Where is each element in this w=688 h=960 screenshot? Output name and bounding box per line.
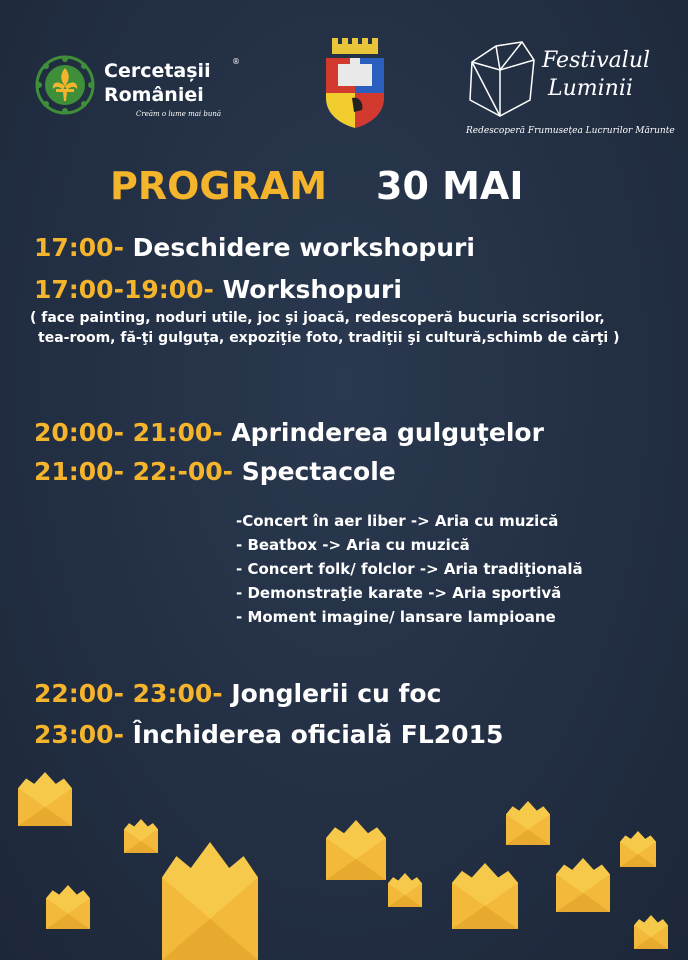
scouts-name-line1: Cercetașii xyxy=(104,60,211,82)
schedule-label: Workshopuri xyxy=(213,275,402,304)
lantern-outline-icon xyxy=(466,40,538,122)
schedule-label: Jonglerii cu foc xyxy=(222,679,442,708)
lantern-icon xyxy=(326,818,386,882)
show-item: - Concert folk/ folclor -> Aria tradiţională xyxy=(236,560,583,578)
schedule-item xyxy=(34,720,503,749)
schedule-item xyxy=(34,233,475,262)
shows-list xyxy=(236,509,583,629)
schedule-label: Deschidere workshopuri xyxy=(123,233,475,262)
workshop-details-line: tea-room, fă-ţi gulguţa, expoziţie foto, tradiţii şi cultură,schimb de cărţi ) xyxy=(38,330,620,346)
lantern-icon xyxy=(46,884,90,930)
schedule-item xyxy=(34,275,402,304)
lantern-icon xyxy=(452,862,518,930)
lantern-icon xyxy=(634,912,668,952)
lantern-icon xyxy=(620,830,656,868)
scouts-name-line2: României xyxy=(104,84,204,106)
lantern-icon xyxy=(162,842,258,960)
schedule-time: 17:00-19:00- xyxy=(34,275,214,304)
festival-name-line2: Luminii xyxy=(548,76,633,101)
festival-tagline: Redescoperă Frumusețea Lucrurilor Mărunte xyxy=(466,126,675,136)
schedule-time: 22:00- 23:00- xyxy=(34,679,223,708)
schedule-time: 17:00- xyxy=(34,233,124,262)
show-item: - Demonstraţie karate -> Aria sportivă xyxy=(236,584,562,602)
program-title: PROGRAM xyxy=(110,164,328,208)
schedule-time: 21:00- 22:-00- xyxy=(34,457,233,486)
show-item: -Concert în aer liber -> Aria cu muzică xyxy=(236,512,559,530)
schedule-label: Închiderea oficială FL2015 xyxy=(123,720,504,749)
schedule-item xyxy=(34,457,396,486)
lantern-icon xyxy=(506,800,550,846)
schedule-label: Spectacole xyxy=(233,457,396,486)
schedule-item xyxy=(34,679,441,708)
city-coat-of-arms-icon xyxy=(322,38,388,134)
program-date: 30 MAI xyxy=(376,164,524,208)
workshop-details-line: ( face painting, noduri utile, joc şi joacă, redescoperă bucuria scrisorilor, xyxy=(30,310,605,326)
schedule-item xyxy=(34,418,544,447)
scouts-tagline: Creăm o lume mai bună xyxy=(136,110,222,118)
festival-name-line1: Festivalul xyxy=(542,48,651,73)
show-item: - Beatbox -> Aria cu muzică xyxy=(236,536,470,554)
lantern-icon xyxy=(388,872,422,908)
lantern-icon xyxy=(124,818,158,854)
lantern-icon xyxy=(18,770,72,828)
schedule-label: Aprinderea gulguţelor xyxy=(222,418,544,447)
schedule-time: 20:00- 21:00- xyxy=(34,418,223,447)
registered-mark: ® xyxy=(232,57,240,66)
schedule-time: 23:00- xyxy=(34,720,124,749)
show-item: - Moment imagine/ lansare lampioane xyxy=(236,608,556,626)
fleur-de-lis-icon xyxy=(34,54,96,120)
lantern-icon xyxy=(556,856,610,914)
